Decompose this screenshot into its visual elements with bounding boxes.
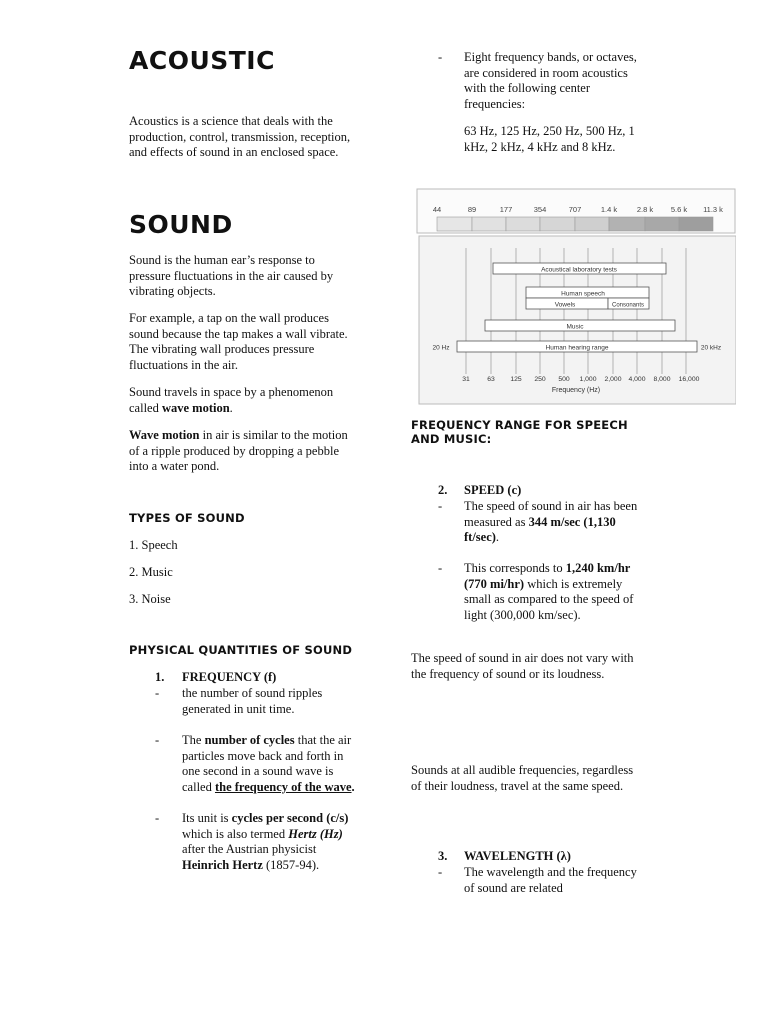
axis-tick-label: 8,000 (653, 376, 671, 383)
freq-b3-end: (1857-94). (262, 857, 320, 872)
speed-b2-text-2: which is extremely small as compared to the speed of light (300,000 km/sec). (464, 576, 634, 622)
type-item-noise: 3. Noise (129, 592, 171, 606)
bullet-dash: - (155, 733, 160, 747)
axis-label: Frequency (Hz) (551, 387, 601, 394)
sound-paragraph-3 (129, 385, 354, 416)
bullet-dash: - (155, 811, 160, 825)
type-item-speech: 1. Speech (129, 538, 178, 552)
bullet-dash: - (155, 686, 160, 700)
hearing-range-label: Human hearing range (545, 344, 609, 352)
speed-b1-end: . (495, 530, 500, 545)
band-edge-label: 89 (467, 205, 477, 214)
wavelength-number: 3. (438, 849, 448, 863)
sound-paragraph-1: Sound is the human ear’s response to pressure fluctuations in the air caused by vibrating objects. (129, 253, 334, 299)
sound-p4-text: in air is similar to the motion of a ripple produced by dropping a pebble into a water pond. (129, 428, 348, 474)
high-limit-label: 20 kHz (700, 344, 722, 352)
bullet-dash: - (438, 50, 443, 64)
vowels-label: Vowels (554, 301, 576, 309)
heinrich-hertz-term: Heinrich Hertz (182, 857, 263, 872)
bullet-dash: - (438, 561, 443, 575)
speed-kmh-term: 1,240 km/hr (770 mi/hr) (464, 561, 631, 591)
speed-paragraph-1: The speed of sound in air does not vary with the frequency of sound or its loudness. (411, 651, 634, 681)
octave-bands-text: Eight frequency bands, or octaves, are considered in room acoustics with the following center frequencies: (464, 50, 637, 111)
speed-b2-text: This corresponds to (464, 561, 566, 575)
bullet-dash: - (438, 499, 443, 513)
sound-p3-end: . (229, 400, 233, 415)
freq-b3-text: Its unit is (182, 811, 232, 825)
frequency-bullet-2 (182, 733, 358, 795)
consonants-label: Consonants (611, 302, 645, 309)
band-edge-label: 1.4 k (600, 205, 618, 214)
freq-b2-end: . (351, 779, 355, 794)
freq-b3-text-2: which is also termed (182, 826, 289, 841)
axis-tick-label: 500 (558, 376, 570, 383)
speed-paragraph-2: Sounds at all audible frequencies, regardless of their loudness, travel at the same speed. (411, 763, 634, 793)
frequency-range-diagram (413, 186, 736, 406)
speed-bullet-1 (464, 499, 639, 546)
title-sound: SOUND (129, 210, 233, 239)
frequency-range-figure (413, 186, 736, 406)
lab-tests-label: Acoustical laboratory tests (541, 266, 617, 274)
title-acoustic: ACOUSTIC (129, 46, 275, 75)
cycles-per-second-term: cycles per second (c/s) (231, 811, 349, 825)
speed-number: 2. (438, 483, 448, 497)
speed-value-term: 344 m/sec (1,130 ft/sec) (464, 514, 616, 545)
wave-motion-term: wave motion (161, 400, 230, 415)
freq-b2-text-2: that the air particles move back and forth in one second in a sound wave is called (182, 733, 352, 794)
low-limit-label: 20 Hz (432, 344, 450, 352)
acoustic-definition: Acoustics is a science that deals with the production, control, transmission, reception, and effects of sound in an enclosed space. (129, 114, 351, 160)
band-edge-label: 44 (432, 205, 442, 214)
frequency-bullet-3 (182, 811, 358, 873)
wavelength-bullet-1: The wavelength and the frequency of sound are related (464, 865, 637, 895)
wave-motion-term-2: Wave motion (129, 428, 200, 442)
wavelength-title: WAVELENGTH (λ) (464, 849, 571, 863)
axis-tick-label: 2,000 (604, 376, 622, 383)
octave-bands-values: 63 Hz, 125 Hz, 250 Hz, 500 Hz, 1 kHz, 2 kHz, 4 kHz and 8 kHz. (464, 124, 635, 154)
band-cells (437, 217, 713, 231)
band-edge-label: 5.6 k (670, 205, 688, 214)
frequency-bullet-1: the number of sound ripples generated in unit time. (182, 686, 323, 716)
freq-b3-text-3: after the Austrian physicist (182, 842, 317, 857)
type-item-music: 2. Music (129, 565, 173, 579)
speed-title: SPEED (c) (464, 483, 522, 497)
band-edge-label: 2.8 k (636, 205, 654, 214)
sound-p3-text: Sound travels in space by a phenomenon called (129, 385, 334, 415)
physical-quantities-heading: PHYSICAL QUANTITIES OF SOUND (129, 643, 353, 657)
number-of-cycles-term: number of cycles (204, 733, 295, 747)
axis-tick-label: 125 (510, 376, 522, 383)
band-edge-label: 707 (568, 205, 582, 214)
hertz-term: Hertz (Hz) (288, 826, 343, 841)
speed-bullet-2 (464, 561, 639, 623)
axis-tick-label: 4,000 (628, 376, 646, 383)
band-edge-label: 177 (499, 205, 513, 214)
bullet-dash: - (438, 865, 443, 879)
speed-b1-text: The speed of sound in air has been measured as (464, 499, 638, 529)
axis-tick-label: 31 (462, 376, 470, 383)
axis-tick-label: 16,000 (678, 376, 700, 383)
axis-tick-label: 1,000 (579, 376, 597, 383)
speech-label: Human speech (561, 290, 605, 298)
music-label: Music (566, 323, 584, 331)
axis-tick-label: 63 (487, 376, 495, 383)
frequency-title: FREQUENCY (f) (182, 670, 277, 684)
axis-tick-label: 250 (534, 376, 546, 383)
frequency-number: 1. (155, 670, 165, 684)
sound-paragraph-4 (129, 428, 359, 475)
types-of-sound-heading: TYPES OF SOUND (129, 511, 245, 525)
freq-b2-text: The (182, 733, 205, 747)
band-edge-label: 354 (533, 205, 547, 214)
frequency-of-wave-term: the frequency of the wave (214, 779, 352, 794)
band-edge-label: 11.3 k (703, 205, 723, 214)
figure-caption: FREQUENCY RANGE FOR SPEECH AND MUSIC: (411, 418, 628, 446)
sound-paragraph-2: For example, a tap on the wall produces sound because the tap makes a wall vibrate. The vibrating wall produces pressure fluctuations in the air. (129, 311, 348, 372)
